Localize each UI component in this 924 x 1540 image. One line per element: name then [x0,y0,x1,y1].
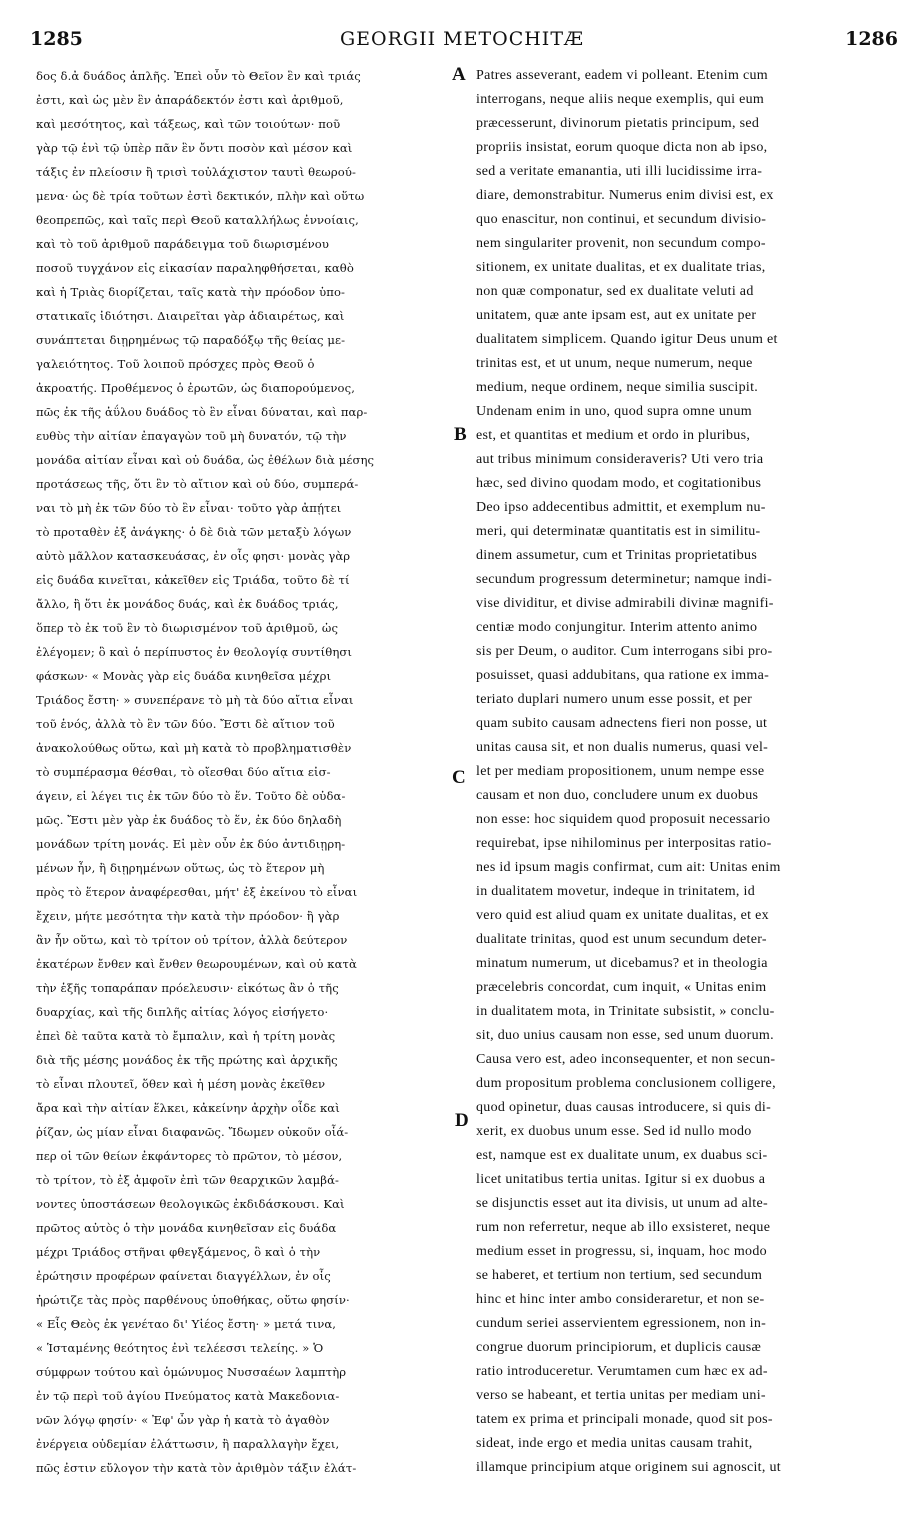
latin-text-line: cundum seriei asservientem egressionem, non in- [476,1316,767,1331]
greek-text-line: μένων ἦν, ἢ διῃρημένων οὕτως, ὡς τὸ ἕτερον μὴ [36,861,325,875]
latin-text-line: tatem ex prima et principali monade, quod sit pos- [476,1412,773,1427]
greek-text-line: καὶ μεσότητος, καὶ τάξεως, καὶ τῶν τοιούτων· ποῦ [36,117,341,131]
greek-text-line: τὸ εἶναι πλουτεῖ, ὅθεν καὶ ἡ μέση μονὰς ἐκεῖθεν [36,1077,326,1091]
greek-text-line: καὶ τὸ τοῦ ἀριθμοῦ παράδειγμα τοῦ διωρισμένου [36,237,330,251]
latin-text-line: centiæ modo conjungitur. Interim attento animo [476,620,758,635]
latin-text-line: sed a veritate emanantia, uti illi lucidissime irra- [476,164,763,179]
greek-text-line: τὸ τρίτον, τὸ ἐξ ἀμφοῖν ἐπὶ τῶν θεαρχικῶν λαμβά- [36,1173,340,1187]
greek-text-line: δος δ.ἀ δυάδος ἁπλῆς. Ἐπεὶ οὖν τὸ Θεῖον ἓν καὶ τριάς [36,69,361,83]
greek-text-line: μέχρι Τριάδος στῆναι φθεγξάμενος, ὃ καὶ ὁ τὴν [36,1245,321,1259]
greek-text-line: ἐλέγομεν; ὃ καὶ ὁ περίπυστος ἐν θεολογίᾳ συντίθησι [36,645,353,659]
latin-text-line: medium, neque ordinem, neque similia suscipit. [476,380,759,395]
latin-text-line: est, et quantitas et medium et ordo in pluribus, [476,428,751,443]
latin-text-line: vero quid est aliud quam ex unitate dualitas, et ex [476,908,769,923]
greek-text-line: πῶς ἐκ τῆς ἀΰλου δυάδος τὸ ἓν εἶναι δύναται, καὶ παρ- [36,405,368,419]
latin-text-line: meri, qui determinatæ quantitatis est in similitu- [476,524,761,539]
greek-text-line: πῶς ἐστιν εὔλογον τὴν κατὰ τὸν ἀριθμὸν τάξιν ἐλάτ- [36,1461,357,1475]
greek-text-line: ευθὺς τὴν αἰτίαν ἐπαγαγὼν τοῦ μὴ δυνατόν, τῷ τὴν [36,429,347,443]
greek-text-line: ἔχειν, μήτε μεσότητα τὴν κατὰ τὴν πρόοδον· ἢ γὰρ [36,909,340,923]
greek-text-line: ἐπεὶ δὲ ταῦτα κατὰ τὸ ἔμπαλιν, καὶ ἡ τρίτη μονὰς [36,1029,336,1043]
latin-text-line: licet unitatibus tertia unitas. Igitur si ex duobus a [476,1172,766,1187]
greek-text-line: ἐρώτησιν προφέρων φαίνεται διαγγέλλων, ἐν οἷς [36,1269,331,1283]
section-marker-a: A [452,64,466,85]
greek-text-line: « Ἱσταμένης θεότητος ἐνὶ τελέεσσι τελείης. » Ὁ [36,1341,324,1355]
page-number-right: 1286 [845,28,898,50]
greek-text-line: πρῶτος αὐτὸς ὁ τὴν μονάδα κινηθεῖσαν εἰς δυάδα [36,1221,337,1235]
greek-text-line: ἑκατέρων ἔνθεν καὶ ἔνθεν θεωρουμένων, καὶ οὐ κατὰ [36,957,357,971]
latin-text-line: in dualitatem mota, in Trinitate subsistit, » conclu- [476,1004,775,1019]
latin-text-line: congrue duorum principiorum, et duplicis causæ [476,1340,762,1355]
greek-text-line: ἐνέργεια οὐδεμίαν ἐλάττωσιν, ἢ παραλλαγὴν ἔχει, [36,1437,340,1451]
greek-text-line: θεοπρεπῶς, καὶ ταῖς περὶ Θεοῦ καταλλήλως ἐννοίαις, [36,213,359,227]
latin-text-line: illamque principium atque originem sui agnoscit, ut [476,1460,781,1475]
greek-text-line: σύμφρων τούτου καὶ ὁμώνυμος Νυσσαέων λαμπτὴρ [36,1365,347,1379]
latin-text-line: medium esset in progressu, si, inquam, hoc modo [476,1244,767,1259]
latin-text-line: secundum progressum determinetur; namque indi- [476,572,773,587]
greek-text-line: στατικαῖς ἰδιότησι. Διαιρεῖται γὰρ ἀδιαιρέτως, καὶ [36,309,345,323]
greek-text-line: ἀνακολούθως οὕτω, καὶ μὴ κατὰ τὸ προβληματισθὲν [36,741,352,755]
greek-text-line: ποσοῦ τυγχάνον εἰς εἰκασίαν παραληφθήσεται, καθὸ [36,261,354,275]
greek-text-line: ῥίζαν, ὡς μίαν εἶναι διαφανῶς. Ἴδωμεν οὐκοῦν οἷά- [36,1125,349,1139]
greek-text-line: ἠρώτιζε τὰς πρὸς παρθένους ὑποθήκας, οὕτω φησίν· [36,1293,350,1307]
latin-text-line: Causa vero est, adeo inconsequenter, et non secun- [476,1052,776,1067]
greek-text-line: πρὸς τὸ ἕτερον ἀναφέρεσθαι, μήτ' ἐξ ἐκείνου τὸ εἶναι [36,885,358,899]
latin-text-line: se haberet, et tertium non tertium, sed secundum [476,1268,763,1283]
latin-text-line: causam et non duo, concludere unum ex duobus [476,788,759,803]
greek-text-line: τὸ συμπέρασμα θέσθαι, τὸ οἴεσθαι δύο αἴτια εἰσ- [36,765,331,779]
latin-text-line: se disjunctis esset aut ita divisis, ut unum ad alte- [476,1196,768,1211]
latin-text-line: in dualitatem movetur, indeque in trinitatem, id [476,884,755,899]
greek-text-line: περ οἱ τῶν θείων ἐκφάντορες τὸ πρῶτον, τὸ μέσον, [36,1149,343,1163]
greek-text-line: διὰ τῆς μέσης μονάδος ἐκ τῆς πρώτης καὶ ἀρχικῆς [36,1053,338,1067]
latin-text-line: sideat, inde ergo et media unitas causam trahit, [476,1436,753,1451]
latin-text-line: trinitas est, et ut unum, neque numerum, neque [476,356,753,371]
latin-text-line: sitionem, ex unitate dualitas, et ex dualitate trias, [476,260,766,275]
latin-text-line: sit, duo unius causam non esse, sed unum duorum. [476,1028,774,1043]
greek-text-line: ἂν ἦν οὕτω, καὶ τὸ τρίτον οὐ τρίτον, ἀλλὰ δεύτερον [36,933,348,947]
latin-text-line: præcesserunt, divinorum pietatis principum, sed [476,116,760,131]
greek-text-line: άγειν, εἰ λέγει τις ἐκ τῶν δύο τὸ ἕν. Τοῦτο δὲ οὐδα- [36,789,346,803]
latin-text-line: diare, demonstrabitur. Numerus enim divisi est, ex [476,188,774,203]
greek-text-line: αὐτὸ μᾶλλον κατασκευάσας, ἐν οἷς φησι· μονὰς γὰρ [36,549,351,563]
latin-text-line: xerit, ex duobus unum esse. Sed id nullo modo [476,1124,752,1139]
section-marker-c: C [452,767,466,788]
latin-text-line: dualitatem simplicem. Quando igitur Deus unum et [476,332,778,347]
latin-text-line: est, namque est ex dualitate unum, ex duabus sci- [476,1148,768,1163]
latin-text-line: minatum numerum, ut dicebamus? et in theologia [476,956,768,971]
latin-text-line: non quæ componatur, sed ex dualitate veluti ad [476,284,754,299]
latin-text-line: verso se habeant, et tertia unitas per mediam uni- [476,1388,766,1403]
latin-text-line: nem singulariter provenit, non secundum compo- [476,236,766,251]
latin-text-line: vise dividitur, et divise admirabili divinæ magnifi- [476,596,774,611]
latin-text-line: let per mediam propositionem, unum nempe esse [476,764,765,779]
greek-text-line: μενα· ὡς δὲ τρία τοῦτων ἐστὶ δεκτικόν, πλὴν καὶ οὕτω [36,189,365,203]
latin-text-line: aut tribus minimum consideraveris? Uti vero tria [476,452,764,467]
greek-text-line: τὸ προταθὲν ἐξ ἀνάγκης· ὁ δὲ διὰ τῶν μεταξὺ λόγων [36,525,352,539]
latin-text-line: unitatem, quæ ante ipsam est, aut ex unitate per [476,308,757,323]
latin-text-line: interrogans, neque aliis neque exemplis, qui eum [476,92,765,107]
latin-text-line: ratio introduceretur. Verumtamen cum hæc ex ad- [476,1364,768,1379]
greek-text-line: τοῦ ἑνός, ἀλλὰ τὸ ἓν τῶν δύο. Ἔστι δὲ αἴτιον τοῦ [36,717,335,731]
latin-text-line: præcelebris concordat, cum inquit, « Unitas enim [476,980,767,995]
greek-text-line: εἰς δυάδα κινεῖται, κἀκεῖθεν εἰς Τριάδα, τοῦτο δὲ τί [36,573,350,587]
latin-text-line: unitas causa sit, et non dualis numerus, quasi vel- [476,740,769,755]
running-title: GEORGII METOCHITÆ [339,28,585,50]
greek-text-line: ὅπερ τὸ ἐκ τοῦ ἓν τὸ διωρισμένον τοῦ ἀριθμοῦ, ὡς [36,621,339,635]
latin-text-line: rum non referretur, neque ab illo exsisteret, neque [476,1220,771,1235]
greek-text-line: νοντες ὑποστάσεων θεολογικῶς ἐκδιδάσκουσι. Καὶ [36,1197,345,1211]
greek-text-line: καὶ ἡ Τριὰς διορίζεται, ταῖς κατὰ τὴν πρόοδον ὑπο- [36,285,346,299]
section-marker-d: D [455,1110,469,1131]
greek-text-line: τάξις ἐν πλείοσιν ἢ τρισὶ τοὐλάχιστον ταυτὶ θεωρού- [36,165,357,179]
latin-text-line: hinc et hinc inter ambo consideraretur, et non se- [476,1292,765,1307]
latin-text-line: requirebat, ipse nihilominus per interpositas ratio- [476,836,772,851]
page-number-left: 1285 [30,28,83,50]
latin-text-line: Deo ipso addecentibus admittit, et exemplum nu- [476,500,766,515]
greek-text-line: γὰρ τῷ ἑνὶ τῷ ὑπὲρ πᾶν ἓν ὄντι ποσὸν καὶ μέσον καὶ [36,141,353,155]
greek-text-line: δυαρχίας, καὶ τῆς διπλῆς αἰτίας λόγος εἰσήγετο· [36,1005,329,1019]
greek-text-line: ἄλλο, ἢ ὅτι ἐκ μονάδος δυάς, καὶ ἐκ δυάδος τριάς, [36,597,339,611]
latin-text-line: propriis insistat, eorum quoque dicta non ab ipso, [476,140,768,155]
latin-text-line: Undenam enim in uno, quod supra omne unum [476,404,752,419]
greek-text-line: μονάδα αἰτίαν εἶναι καὶ οὐ δυάδα, ὡς ἐθέλων διὰ μέσης [36,453,375,467]
latin-text-line: hæc, sed divino quodam modo, et cogitationibus [476,476,762,491]
greek-text-line: ναι τὸ μὴ ἐκ τῶν δύο τὸ ἓν εἶναι· τοῦτο γὰρ ἀπῄτει [36,501,342,515]
greek-text-line: νῶν λόγῳ φησίν· « Ἐφ' ὧν γὰρ ἡ κατὰ τὸ ἀγαθὸν [36,1413,330,1427]
latin-text-line: quod opinetur, duas causas introducere, si quis di- [476,1100,772,1115]
latin-text-line: sis per Deum, o auditor. Cum interrogans sibi pro- [476,644,773,659]
latin-column [476,64,892,1480]
greek-text-line: ἐν τῷ περὶ τοῦ ἁγίου Πνεύματος κατὰ Μακεδονια- [36,1389,340,1403]
latin-text-line: non esse: hoc siquidem quod proposuit necessario [476,812,771,827]
latin-text-line: dum propositum problema conclusionem colligere, [476,1076,776,1091]
greek-text-line: Τριάδος ἔστη· » συνεπέρανε τὸ μὴ τὰ δύο αἴτια εἶναι [36,693,354,707]
latin-text-line: nes id ipsum magis confirmat, cum ait: Unitas enim [476,860,781,875]
greek-text-line: μῶς. Ἔστι μὲν γὰρ ἐκ δυάδος τὸ ἕν, ἐκ δύο δηλαδὴ [36,813,342,827]
greek-text-line: ἀκροατής. Προθέμενος ὁ ἐρωτῶν, ὡς διαπορούμενος, [36,381,355,395]
section-marker-b: B [454,424,467,445]
greek-column [36,64,464,1480]
latin-text-line: quam subito causam adnectens fieri non posse, ut [476,716,768,731]
greek-text-line: ἐστι, καὶ ὡς μὲν ἓν ἀπαράδεκτόν ἐστι καὶ ἀριθμοῦ, [36,93,344,107]
latin-text-line: posuisset, quasi addubitans, qua ratione ex imma- [476,668,770,683]
greek-text-line: συνάπτεται διῃρημένως τῷ παραδόξῳ τῆς θείας με- [36,333,346,347]
latin-text-line: dualitate trinitas, quod est unum secundum deter- [476,932,767,947]
greek-text-line: μονάδων τρίτη μονάς. Εἰ μὲν οὖν ἐκ δύο ἀντιδιῃρη- [36,837,346,851]
latin-text-line: quo enascitur, non continui, et secundum divisio- [476,212,767,227]
greek-text-line: ἄρα καὶ τὴν αἰτίαν ἕλκει, κἀκείνην ἀρχὴν οἶδε καὶ [36,1101,340,1115]
greek-text-line: γαλειότητος. Τοῦ λοιποῦ πρόσχες πρὸς Θεοῦ ὁ [36,357,315,371]
greek-text-line: προτάσεως τῆς, ὅτι ἓν τὸ αἴτιον καὶ οὐ δύο, συμπερά- [36,477,359,491]
latin-text-line: teriato duplari numero unum esse possit, et per [476,692,753,707]
latin-text-line: Patres asseverant, eadem vi polleant. Etenim cum [476,68,768,83]
greek-text-line: « Εἷς Θεὸς ἐκ γενέταο δι' Υἱέος ἔστη· » μετά τινα, [36,1317,337,1331]
latin-text-line: dinem assumetur, cum et Trinitas proprietatibus [476,548,758,563]
greek-text-line: τὴν ἑξῆς τοπαράπαν πρόελευσιν· εἰκότως ἂν ὁ τῆς [36,981,339,995]
greek-text-line: φάσκων· « Μονὰς γὰρ εἰς δυάδα κινηθεῖσα μέχρι [36,669,332,683]
